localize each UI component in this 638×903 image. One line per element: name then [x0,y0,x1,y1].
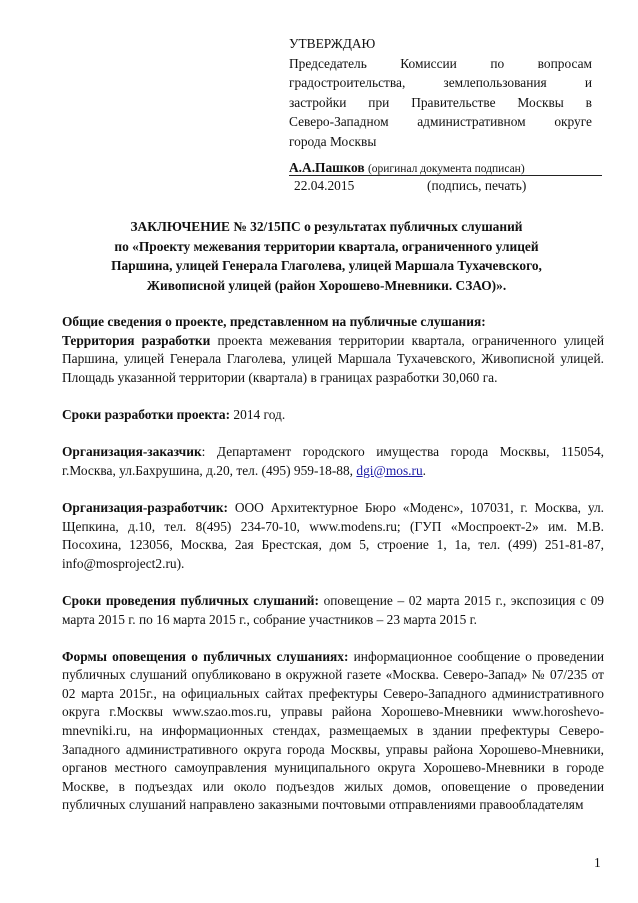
signer-name: А.А.Пашков [289,159,365,175]
hearing-text: оповещение – 02 марта 2015 г., экспозиция с 09 марта 2015 г. по 16 марта 2015 г., собрание участников – 23 марта 2015 г. [62,592,604,627]
document-title [60,217,593,295]
signature-caption: (подпись, печать) [427,178,527,193]
terms-paragraph [62,406,604,425]
general-heading: Общие сведения о проекте, представленном на публичные слушания: [62,314,486,329]
approval-line: Северо-Западном административном округе [289,114,592,130]
customer-text: : Департамент городского имущества города Москвы, 115054, г.Москва, ул.Бахрушина, д.20, тел. (495) 959-18-88, [62,444,604,478]
developer-text: ООО Архитектурное Бюро «Моденс», 107031, г. Москва, ул. Щепкина, д.10, тел. 8(495) 234-70-10, www.modens.ru; (ГУП «Моспроект-2» им. М.В. Посохина, 123056, Москва, 2ая Брестская, дом 5, строение 1, 1а, тел. (499) 251-81-87, info@mosproject2.ru). [62,499,604,571]
document-body [62,313,604,815]
notice-label: Формы оповещения о публичных слушаниях: [62,648,349,664]
title-line: Паршина, улицей Генерала Глаголева, улицей Маршала Тухачевского, [111,258,542,273]
signature-line [289,175,602,176]
hearing-paragraph [62,592,604,629]
page-number: 1 [594,855,601,870]
developer-paragraph [62,499,604,573]
notice-paragraph [62,648,604,815]
developer-label: Организация-разработчик: [62,499,229,515]
title-line: ЗАКЛЮЧЕНИЕ № 32/15ПС о результатах публичных слушаний [130,219,523,234]
hearing-label: Сроки проведения публичных слушаний: [62,592,319,608]
terms-label: Сроки разработки проекта: [62,406,231,422]
general-info [62,313,604,332]
approval-block [289,34,592,179]
title-line: Живописной улицей (район Хорошево-Мневники. СЗАО)». [146,277,507,293]
approval-heading: УТВЕРЖДАЮ [289,36,376,51]
territory-text: проекта межевания территории квартала, ограниченного улицей Паршина, улицей Генерала Глаголева, улицей Маршала Тухачевского, Живописной улицей. Площадь указанной территории (квартала) в границах разработки 30,060 га. [62,332,604,385]
title-line: по «Проекту межевания территории квартала, ограниченного улицей [114,238,539,254]
customer-paragraph [62,443,604,480]
customer-email-link[interactable]: dgi@mos.ru [356,462,423,478]
customer-tail: . [422,462,427,478]
approval-line-last: города Москвы [289,133,377,149]
territory-paragraph [62,332,604,388]
territory-label: Территория разработки [62,332,211,348]
approval-date: 22.04.2015 [294,178,355,193]
notice-text: информационное сообщение о проведении публичных слушаний опубликовано в окружной газете «Москва. Северо-Запад» № 07/235 от 02 марта 2015г., на официальных сайтах префектуры Северо-Западного административного округа г.Москвы www.szao.mos.ru, управы района Хорошево-Мневники www.horoshevo-mnevniki.ru, на информационных стендах, размещаемых в здании префектуры Северо-Западного административного округа города Москвы, управы района Хорошево-Мневники, органов местного самоуправления муниципального округа Хорошево-Мневники в городе Москве, в подъездах или около подъездов жилых домов, оповещение о проведении публичных слушаний направлено заказными почтовыми отправлениями правообладателям [62,648,604,813]
date-signature-row [294,177,594,195]
signer-note: (оригинал документа подписан) [367,162,525,175]
approval-line: застройки при Правительстве Москвы в [289,94,592,110]
approval-line: градостроительства, землепользования и [289,75,592,91]
customer-label: Организация-заказчик [62,444,202,460]
approval-line: Председатель Комиссии по вопросам [289,55,592,71]
terms-text: 2014 год. [230,406,286,422]
